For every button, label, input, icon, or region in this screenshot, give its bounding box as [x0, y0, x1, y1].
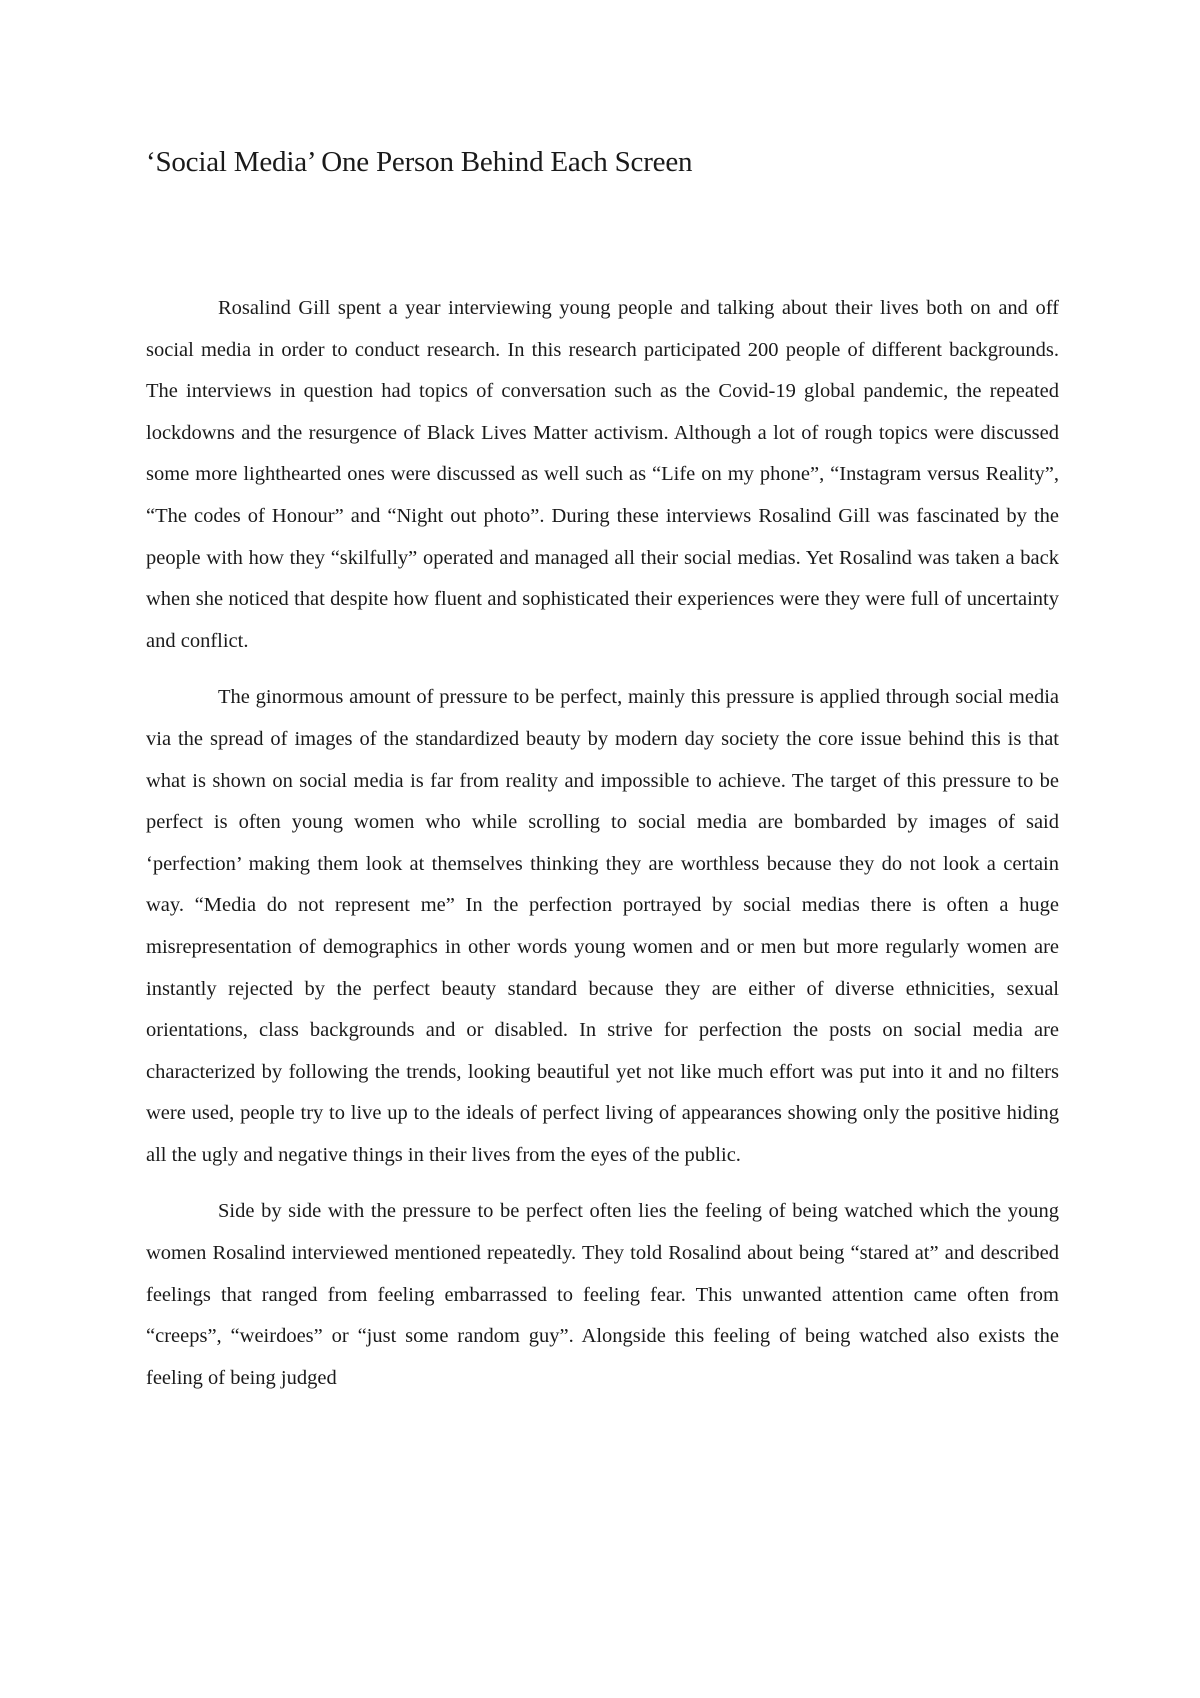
document-body: [146, 288, 1059, 1414]
paragraph-3: Side by side with the pressure to be perfect often lies the feeling of being watched which the young women Rosalind interviewed mentioned repeatedly. They told Rosalind about being “stared at” and described feelings that ranged from feeling embarrassed to feeling fear. This unwanted attention came often from “creeps”, “weirdoes” or “just some random guy”. Alongside this feeling of being watched also exists the feeling of being judged: [146, 1200, 1059, 1389]
document-title: ‘Social Media’ One Person Behind Each Screen: [146, 146, 693, 178]
paragraph-1: Rosalind Gill spent a year interviewing young people and talking about their lives both on and off social media in order to conduct research. In this research participated 200 people of different backgrounds. The interviews in question had topics of conversation such as the Covid-19 global pandemic, the repeated lockdowns and the resurgence of Black Lives Matter activism. Although a lot of rough topics were discussed some more lighthearted ones were discussed as well such as “Life on my phone”, “Instagram versus Reality”, “The codes of Honour” and “Night out photo”. During these interviews Rosalind Gill was fascinated by the people with how they “skilfully” operated and managed all their social medias. Yet Rosalind was taken a back when she noticed that despite how fluent and sophisticated their experiences were they were full of uncertainty and conflict.: [146, 297, 1059, 652]
paragraph-2: The ginormous amount of pressure to be perfect, mainly this pressure is applied through social media via the spread of images of the standardized beauty by modern day society the core issue behind this is that what is shown on social media is far from reality and impossible to achieve. The target of this pressure to be perfect is often young women who while scrolling to social media are bombarded by images of said ‘perfection’ making them look at themselves thinking they are worthless because they do not look a certain way. “Media do not represent me” In the perfection portrayed by social medias there is often a huge misrepresentation of demographics in other words young women and or men but more regularly women are instantly rejected by the perfect beauty standard because they are either of diverse ethnicities, sexual orientations, class backgrounds and or disabled. In strive for perfection the posts on social media are characterized by following the trends, looking beautiful yet not like much effort was put into it and no filters were used, people try to live up to the ideals of perfect living of appearances showing only the positive hiding all the ugly and negative things in their lives from the eyes of the public.: [146, 686, 1059, 1166]
